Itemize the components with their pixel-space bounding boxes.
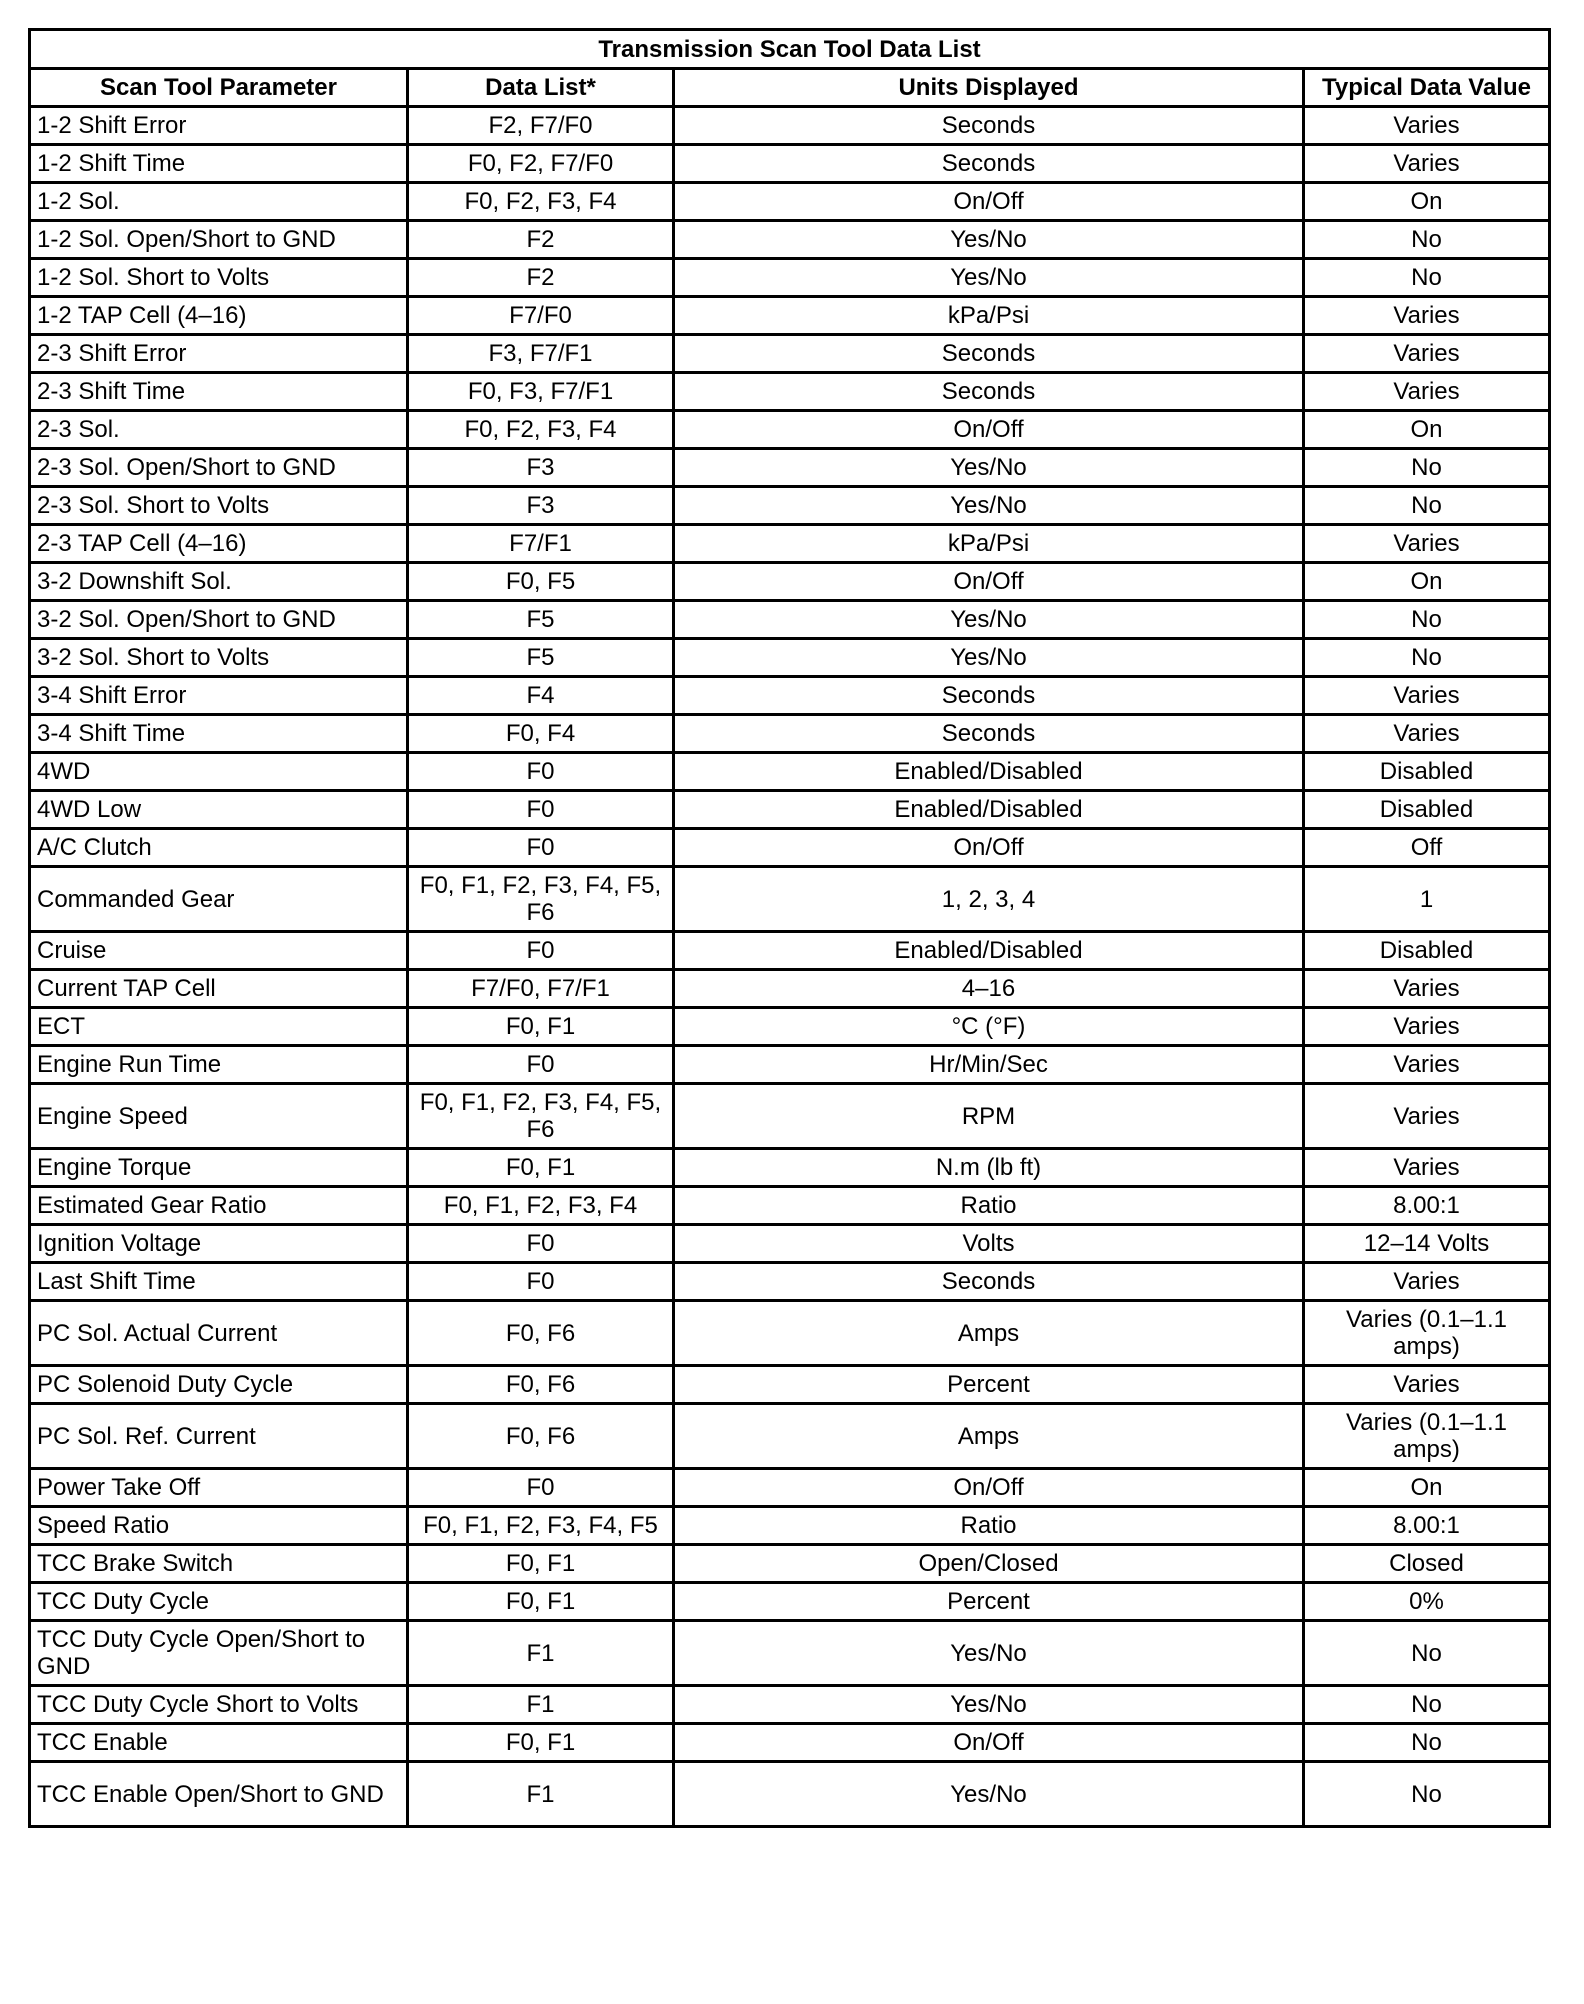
cell-typical-value: Disabled	[1304, 791, 1550, 829]
cell-data-list: F2	[408, 259, 674, 297]
cell-data-list: F3, F7/F1	[408, 335, 674, 373]
table-row	[30, 1301, 1550, 1366]
table-row	[30, 449, 1550, 487]
table-row	[30, 1404, 1550, 1469]
cell-units: Percent	[674, 1583, 1304, 1621]
table-row	[30, 525, 1550, 563]
cell-typical-value: Varies (0.1–1.1 amps)	[1304, 1301, 1550, 1366]
cell-data-list: F0, F1	[408, 1149, 674, 1187]
table-title-row	[30, 30, 1550, 69]
cell-units: Yes/No	[674, 639, 1304, 677]
cell-data-list: F1	[408, 1686, 674, 1724]
cell-parameter: Power Take Off	[30, 1469, 408, 1507]
table-row	[30, 970, 1550, 1008]
table-row	[30, 1263, 1550, 1301]
cell-data-list: F0	[408, 791, 674, 829]
cell-data-list: F7/F0, F7/F1	[408, 970, 674, 1008]
cell-typical-value: 8.00:1	[1304, 1187, 1550, 1225]
table-row	[30, 601, 1550, 639]
cell-data-list: F0, F3, F7/F1	[408, 373, 674, 411]
table-row	[30, 1225, 1550, 1263]
cell-parameter: ECT	[30, 1008, 408, 1046]
table-row	[30, 867, 1550, 932]
cell-units: Enabled/Disabled	[674, 791, 1304, 829]
cell-typical-value: Varies	[1304, 1046, 1550, 1084]
cell-typical-value: No	[1304, 1686, 1550, 1724]
cell-parameter: 2-3 Sol. Short to Volts	[30, 487, 408, 525]
cell-data-list: F0	[408, 1225, 674, 1263]
table-row	[30, 677, 1550, 715]
cell-parameter: 1-2 TAP Cell (4–16)	[30, 297, 408, 335]
table-row	[30, 297, 1550, 335]
table-row	[30, 1469, 1550, 1507]
cell-units: Volts	[674, 1225, 1304, 1263]
table-row	[30, 1187, 1550, 1225]
cell-typical-value: 1	[1304, 867, 1550, 932]
cell-units: Yes/No	[674, 1686, 1304, 1724]
cell-units: Yes/No	[674, 1621, 1304, 1686]
cell-parameter: TCC Brake Switch	[30, 1545, 408, 1583]
cell-parameter: PC Solenoid Duty Cycle	[30, 1366, 408, 1404]
table-row	[30, 829, 1550, 867]
cell-typical-value: Varies	[1304, 1084, 1550, 1149]
cell-typical-value: No	[1304, 259, 1550, 297]
cell-parameter: Engine Speed	[30, 1084, 408, 1149]
cell-data-list: F2, F7/F0	[408, 107, 674, 145]
table-row	[30, 1366, 1550, 1404]
cell-data-list: F0	[408, 1046, 674, 1084]
cell-units: 1, 2, 3, 4	[674, 867, 1304, 932]
cell-data-list: F0, F2, F3, F4	[408, 183, 674, 221]
cell-typical-value: No	[1304, 487, 1550, 525]
cell-parameter: Commanded Gear	[30, 867, 408, 932]
header-scan-tool-parameter: Scan Tool Parameter	[30, 69, 408, 107]
cell-typical-value: Disabled	[1304, 932, 1550, 970]
cell-typical-value: Disabled	[1304, 753, 1550, 791]
cell-data-list: F0, F1	[408, 1008, 674, 1046]
cell-units: On/Off	[674, 1469, 1304, 1507]
cell-data-list: F0, F5	[408, 563, 674, 601]
cell-units: Yes/No	[674, 601, 1304, 639]
cell-units: Yes/No	[674, 259, 1304, 297]
table-row	[30, 932, 1550, 970]
cell-data-list: F0, F1	[408, 1545, 674, 1583]
cell-units: kPa/Psi	[674, 525, 1304, 563]
cell-parameter: TCC Duty Cycle	[30, 1583, 408, 1621]
cell-data-list: F0, F2, F3, F4	[408, 411, 674, 449]
cell-units: RPM	[674, 1084, 1304, 1149]
cell-parameter: TCC Enable	[30, 1724, 408, 1762]
table-row	[30, 1583, 1550, 1621]
cell-units: On/Off	[674, 829, 1304, 867]
cell-parameter: Cruise	[30, 932, 408, 970]
cell-parameter: Last Shift Time	[30, 1263, 408, 1301]
cell-units: Seconds	[674, 1263, 1304, 1301]
cell-units: Percent	[674, 1366, 1304, 1404]
cell-typical-value: No	[1304, 639, 1550, 677]
cell-data-list: F2	[408, 221, 674, 259]
cell-typical-value: On	[1304, 411, 1550, 449]
cell-units: Amps	[674, 1301, 1304, 1366]
cell-parameter: A/C Clutch	[30, 829, 408, 867]
cell-data-list: F0, F6	[408, 1366, 674, 1404]
cell-units: Yes/No	[674, 221, 1304, 259]
cell-typical-value: No	[1304, 1724, 1550, 1762]
cell-typical-value: Varies	[1304, 1008, 1550, 1046]
cell-data-list: F0	[408, 1469, 674, 1507]
table-row	[30, 221, 1550, 259]
cell-units: Yes/No	[674, 487, 1304, 525]
cell-typical-value: No	[1304, 449, 1550, 487]
cell-parameter: PC Sol. Ref. Current	[30, 1404, 408, 1469]
table-row	[30, 1724, 1550, 1762]
cell-units: kPa/Psi	[674, 297, 1304, 335]
cell-typical-value: Off	[1304, 829, 1550, 867]
cell-data-list: F0, F2, F7/F0	[408, 145, 674, 183]
cell-typical-value: Varies	[1304, 970, 1550, 1008]
cell-typical-value: Varies	[1304, 677, 1550, 715]
cell-units: Seconds	[674, 107, 1304, 145]
cell-parameter: 4WD Low	[30, 791, 408, 829]
cell-units: °C (°F)	[674, 1008, 1304, 1046]
table-title: Transmission Scan Tool Data List	[30, 30, 1550, 69]
cell-units: Amps	[674, 1404, 1304, 1469]
cell-data-list: F0	[408, 932, 674, 970]
cell-typical-value: Varies	[1304, 335, 1550, 373]
cell-data-list: F0, F1, F2, F3, F4, F5	[408, 1507, 674, 1545]
cell-parameter: 2-3 Sol. Open/Short to GND	[30, 449, 408, 487]
cell-data-list: F4	[408, 677, 674, 715]
cell-data-list: F0, F1, F2, F3, F4, F5, F6	[408, 1084, 674, 1149]
cell-units: Ratio	[674, 1507, 1304, 1545]
cell-units: On/Off	[674, 1724, 1304, 1762]
table-row	[30, 373, 1550, 411]
table-row	[30, 791, 1550, 829]
cell-typical-value: Varies	[1304, 373, 1550, 411]
cell-data-list: F7/F1	[408, 525, 674, 563]
table-body	[30, 107, 1550, 1827]
cell-data-list: F0	[408, 1263, 674, 1301]
cell-parameter: Estimated Gear Ratio	[30, 1187, 408, 1225]
cell-typical-value: On	[1304, 563, 1550, 601]
cell-typical-value: No	[1304, 221, 1550, 259]
cell-data-list: F0	[408, 753, 674, 791]
cell-data-list: F0, F4	[408, 715, 674, 753]
cell-parameter: 2-3 Shift Time	[30, 373, 408, 411]
cell-typical-value: Varies	[1304, 1366, 1550, 1404]
cell-parameter: 2-3 Shift Error	[30, 335, 408, 373]
table-row	[30, 1084, 1550, 1149]
cell-units: 4–16	[674, 970, 1304, 1008]
cell-typical-value: Varies	[1304, 145, 1550, 183]
cell-parameter: 3-4 Shift Time	[30, 715, 408, 753]
cell-parameter: TCC Duty Cycle Short to Volts	[30, 1686, 408, 1724]
cell-parameter: 2-3 TAP Cell (4–16)	[30, 525, 408, 563]
table-row	[30, 411, 1550, 449]
cell-units: Enabled/Disabled	[674, 932, 1304, 970]
table-row	[30, 1507, 1550, 1545]
cell-parameter: 1-2 Sol.	[30, 183, 408, 221]
cell-parameter: 3-4 Shift Error	[30, 677, 408, 715]
cell-units: Seconds	[674, 373, 1304, 411]
cell-units: Yes/No	[674, 1762, 1304, 1827]
cell-parameter: 3-2 Downshift Sol.	[30, 563, 408, 601]
cell-parameter: 2-3 Sol.	[30, 411, 408, 449]
cell-typical-value: Closed	[1304, 1545, 1550, 1583]
cell-units: Seconds	[674, 145, 1304, 183]
table-row	[30, 1545, 1550, 1583]
cell-units: Seconds	[674, 715, 1304, 753]
cell-data-list: F5	[408, 601, 674, 639]
table-row	[30, 487, 1550, 525]
cell-parameter: Speed Ratio	[30, 1507, 408, 1545]
cell-units: On/Off	[674, 411, 1304, 449]
cell-data-list: F0, F1, F2, F3, F4	[408, 1187, 674, 1225]
cell-parameter: PC Sol. Actual Current	[30, 1301, 408, 1366]
cell-parameter: TCC Enable Open/Short to GND	[30, 1762, 408, 1827]
cell-parameter: 1-2 Sol. Open/Short to GND	[30, 221, 408, 259]
table-row	[30, 335, 1550, 373]
table-row	[30, 1046, 1550, 1084]
cell-units: Yes/No	[674, 449, 1304, 487]
cell-data-list: F1	[408, 1762, 674, 1827]
table-row	[30, 1686, 1550, 1724]
cell-data-list: F0, F1, F2, F3, F4, F5, F6	[408, 867, 674, 932]
table-row	[30, 1149, 1550, 1187]
cell-typical-value: Varies	[1304, 1263, 1550, 1301]
cell-typical-value: No	[1304, 1621, 1550, 1686]
cell-parameter: 1-2 Shift Error	[30, 107, 408, 145]
cell-data-list: F0, F1	[408, 1583, 674, 1621]
cell-data-list: F0, F1	[408, 1724, 674, 1762]
cell-typical-value: On	[1304, 1469, 1550, 1507]
cell-typical-value: Varies	[1304, 715, 1550, 753]
table-row	[30, 563, 1550, 601]
cell-units: N.m (lb ft)	[674, 1149, 1304, 1187]
cell-units: Enabled/Disabled	[674, 753, 1304, 791]
cell-typical-value: Varies	[1304, 525, 1550, 563]
cell-data-list: F3	[408, 487, 674, 525]
cell-parameter: Engine Torque	[30, 1149, 408, 1187]
cell-units: Seconds	[674, 677, 1304, 715]
cell-typical-value: 0%	[1304, 1583, 1550, 1621]
table-row	[30, 183, 1550, 221]
header-units-displayed: Units Displayed	[674, 69, 1304, 107]
cell-units: Seconds	[674, 335, 1304, 373]
table-row	[30, 259, 1550, 297]
cell-typical-value: Varies	[1304, 297, 1550, 335]
table-row	[30, 715, 1550, 753]
cell-parameter: Current TAP Cell	[30, 970, 408, 1008]
cell-typical-value: Varies (0.1–1.1 amps)	[1304, 1404, 1550, 1469]
table-row	[30, 1621, 1550, 1686]
cell-typical-value: Varies	[1304, 1149, 1550, 1187]
cell-typical-value: Varies	[1304, 107, 1550, 145]
cell-parameter: 1-2 Shift Time	[30, 145, 408, 183]
table-row	[30, 1762, 1550, 1827]
scan-tool-data-table	[28, 28, 1551, 1828]
header-typical-data-value: Typical Data Value	[1304, 69, 1550, 107]
document-page	[28, 28, 1548, 1828]
cell-data-list: F3	[408, 449, 674, 487]
cell-units: On/Off	[674, 183, 1304, 221]
cell-units: Ratio	[674, 1187, 1304, 1225]
cell-units: Hr/Min/Sec	[674, 1046, 1304, 1084]
cell-units: Open/Closed	[674, 1545, 1304, 1583]
cell-typical-value: On	[1304, 183, 1550, 221]
cell-data-list: F1	[408, 1621, 674, 1686]
table-row	[30, 145, 1550, 183]
table-row	[30, 107, 1550, 145]
cell-parameter: 3-2 Sol. Open/Short to GND	[30, 601, 408, 639]
cell-data-list: F5	[408, 639, 674, 677]
cell-data-list: F7/F0	[408, 297, 674, 335]
cell-data-list: F0, F6	[408, 1404, 674, 1469]
table-row	[30, 753, 1550, 791]
cell-parameter: Engine Run Time	[30, 1046, 408, 1084]
cell-typical-value: 8.00:1	[1304, 1507, 1550, 1545]
cell-parameter: TCC Duty Cycle Open/Short to GND	[30, 1621, 408, 1686]
cell-data-list: F0, F6	[408, 1301, 674, 1366]
cell-typical-value: 12–14 Volts	[1304, 1225, 1550, 1263]
table-row	[30, 639, 1550, 677]
cell-typical-value: No	[1304, 601, 1550, 639]
cell-typical-value: No	[1304, 1762, 1550, 1827]
cell-parameter: Ignition Voltage	[30, 1225, 408, 1263]
cell-parameter: 1-2 Sol. Short to Volts	[30, 259, 408, 297]
table-row	[30, 1008, 1550, 1046]
cell-parameter: 3-2 Sol. Short to Volts	[30, 639, 408, 677]
cell-data-list: F0	[408, 829, 674, 867]
header-data-list: Data List*	[408, 69, 674, 107]
cell-units: On/Off	[674, 563, 1304, 601]
table-header-row	[30, 69, 1550, 107]
cell-parameter: 4WD	[30, 753, 408, 791]
